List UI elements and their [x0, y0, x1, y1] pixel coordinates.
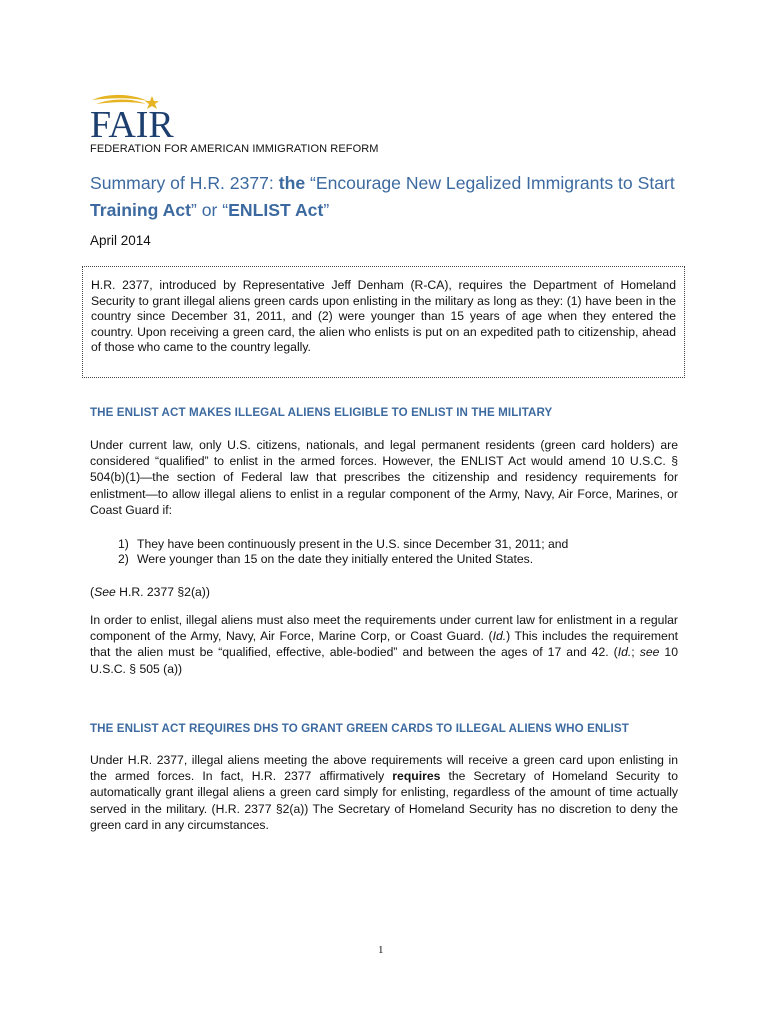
citation-line [90, 584, 678, 600]
section2-part-b: the Secretary of Homeland Security to automatically grant illegal aliens a green card simply for enlisting, regardless of the amount of time actually served in the military. (H.R. 2377 §2(a)) The Secretary of Homeland Security has no discretion to deny the green card in any circumstances. [90, 769, 678, 832]
section2-bold: requires [392, 769, 441, 784]
para2-part-a: In order to enlist, illegal aliens must also meet the requirements under current law for enlistment in a regular component of the Army, Navy, Air Force, Marine Corp, or Coast Guard. ( [90, 613, 678, 644]
section2-paragraph [90, 752, 678, 833]
title-line2-end: ” [323, 200, 330, 220]
section-heading-green-cards: THE ENLIST ACT REQUIRES DHS TO GRANT GREEN CARDS TO ILLEGAL ALIENS WHO ENLIST [90, 722, 629, 735]
list-item-number: 2) [118, 552, 129, 566]
list-item-text: Were younger than 15 on the date they initially entered the United States. [137, 552, 534, 566]
cite-see: See [94, 585, 116, 599]
para2-part-b: ) This includes the requirement that the alien must be “qualified, effective, able-bodied” and between the ages of 17 and 42. ( [90, 629, 678, 660]
logo-wordmark: FAIR [90, 104, 174, 146]
document-title [90, 170, 690, 224]
organization-name: FEDERATION FOR AMERICAN IMMIGRATION REFORM [90, 143, 379, 155]
para2-see: see [639, 645, 660, 660]
section1-paragraph: Under current law, only U.S. citizens, nationals, and legal permanent residents (green card holders) are considered “qualified” to enlist in the armed forces. However, the ENLIST Act would amend 10 U.S.C. § 504(b)(1)—the section of Federal law that prescribes the citizenship and residency requirements for enlistment—to allow illegal aliens to enlist in a regular component of the Army, Navy, Air Force, Marines, or Coast Guard if: [90, 438, 678, 517]
title-line2-bold2: ENLIST Act [228, 200, 324, 220]
list-item [118, 537, 568, 552]
title-line2-bold: Training Act [90, 200, 192, 220]
cite-open: ( [90, 585, 95, 599]
page-number: 1 [378, 944, 384, 956]
list-item [118, 552, 568, 567]
section1-paragraph-2 [90, 612, 678, 677]
section-heading-eligible: THE ENLIST ACT MAKES ILLEGAL ALIENS ELIGIBLE TO ENLIST IN THE MILITARY [90, 406, 553, 419]
list-item-number: 1) [118, 537, 129, 551]
para2-part-d: 10 U.S.C. § 505 (a)) [90, 645, 678, 676]
section2-part-a: Under H.R. 2377, illegal aliens meeting the above requirements will receive a green card upon enlisting in the armed forces. In fact, H.R. 2377 affirmatively [90, 753, 678, 784]
requirements-list [118, 537, 568, 567]
title-line1-rest: “Encourage New Legalized Immigrants to Start [305, 173, 675, 193]
para2-id: Id. [492, 629, 507, 644]
fair-logo [90, 92, 200, 144]
title-bold-word: the [278, 173, 306, 193]
summary-box: H.R. 2377, introduced by Representative Jeff Denham (R-CA), requires the Department of Homeland Security to grant illegal aliens green cards upon enlisting in the military as long as they: (1) have been in the country since December 31, 2011, and (2) were younger than 15 years of age when they entered the country. Upon receiving a green card, the alien who enlists is put on an expedited path to citizenship, ahead of those who came to the country legally. [82, 266, 685, 378]
title-prefix: Summary of H.R. 2377: [90, 173, 279, 193]
list-item-text: They have been continuously present in the U.S. since December 31, 2011; and [137, 537, 569, 551]
document-date: April 2014 [90, 233, 151, 248]
para2-id2: Id. [617, 645, 632, 660]
para2-part-c: ; [631, 645, 640, 660]
title-line2-mid: ” or “ [191, 200, 229, 220]
cite-rest: H.R. 2377 §2(a)) [115, 585, 210, 599]
